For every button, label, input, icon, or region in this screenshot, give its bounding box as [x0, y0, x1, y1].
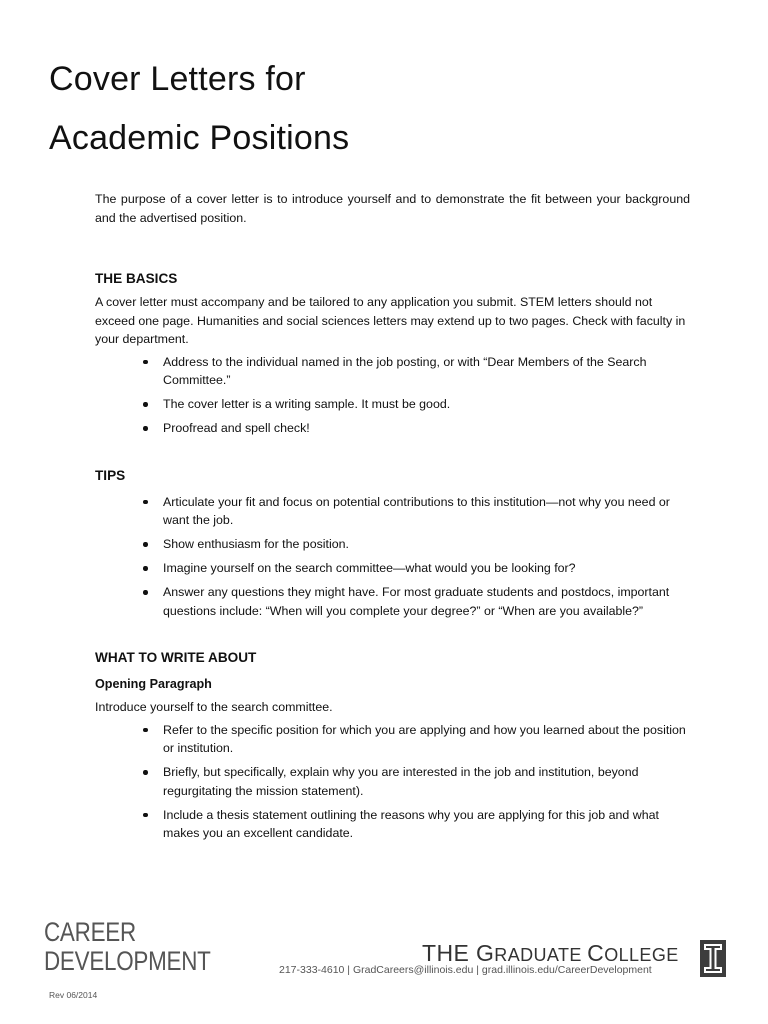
write-text: Introduce yourself to the search committee.: [95, 700, 333, 714]
tips-heading: TIPS: [95, 467, 126, 483]
list-item: Imagine yourself on the search committee—what would you be looking for?: [163, 559, 690, 578]
list-item: Refer to the specific position for which you are applying and how you learned about the position or institution.: [163, 721, 690, 758]
title-line-1: Cover Letters for: [49, 60, 306, 98]
list-item: Address to the individual named in the job posting, or with “Dear Members of the Search Committee.”: [163, 353, 690, 390]
wordmark-the: THE: [422, 940, 476, 966]
list-item: Include a thesis statement outlining the reasons why you are applying for this job and what makes you an excellent candidate.: [163, 806, 690, 843]
career-development-logo: [44, 918, 211, 976]
list-item: Articulate your fit and focus on potential contributions to this institution—not why you need or want the job.: [163, 493, 690, 530]
wordmark-g: G: [476, 940, 495, 966]
section-what-to-write: [95, 649, 690, 843]
write-list: [95, 721, 690, 843]
wordmark-ollege: OLLEGE: [604, 945, 679, 965]
list-item: The cover letter is a writing sample. It must be good.: [163, 395, 690, 414]
logo-line-2: DEVELOPMENT: [44, 946, 211, 976]
wordmark-raduate: RADUATE: [494, 945, 588, 965]
title-line-2: Academic Positions: [49, 119, 350, 157]
basics-list: [95, 353, 690, 438]
block-i-graphic: [700, 940, 726, 977]
list-item: Answer any questions they might have. For most graduate students and postdocs, important questions include: “When will you complete your degree?” or “When are you available?”: [163, 583, 690, 620]
section-basics: [95, 270, 690, 438]
illinois-block-i-icon: [700, 940, 726, 977]
wordmark-c: C: [587, 940, 605, 966]
logo-line-1: CAREER: [44, 917, 136, 947]
tips-list: [95, 493, 690, 621]
basics-heading: THE BASICS: [95, 271, 178, 286]
list-item: Proofread and spell check!: [163, 419, 690, 438]
section-tips: [95, 467, 690, 621]
page-title: [49, 50, 349, 168]
revision-date: Rev 06/2014: [49, 990, 98, 1000]
list-item: Briefly, but specifically, explain why you are interested in the job and institution, beyond regurgitating the mission statement).: [163, 763, 690, 800]
opening-paragraph-subheading: Opening Paragraph: [95, 677, 212, 691]
basics-text: A cover letter must accompany and be tailored to any application you submit. STEM letters should not exceed one page. Humanities and social sciences letters may extend up to two pages. Check with faculty in your department.: [95, 295, 686, 346]
list-item: Show enthusiasm for the position.: [163, 535, 690, 554]
contact-info: 217-333-4610 | GradCareers@illinois.edu | grad.illinois.edu/CareerDevelopment: [279, 964, 652, 976]
document-body: [95, 190, 690, 848]
intro-paragraph: The purpose of a cover letter is to introduce yourself and to demonstrate the fit between your background and the advertised position.: [95, 192, 690, 225]
write-heading: WHAT TO WRITE ABOUT: [95, 650, 257, 665]
